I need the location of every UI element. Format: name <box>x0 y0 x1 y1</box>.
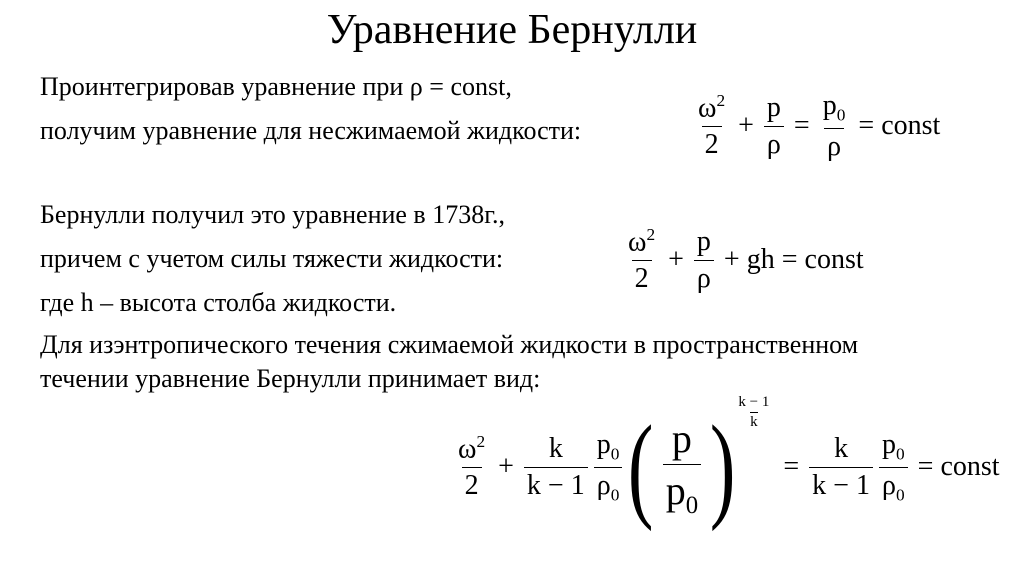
equals-sign: = <box>858 110 875 142</box>
left-paren: ( <box>628 401 654 532</box>
text-line-1: Проинтегрировав уравнение при ρ = const, <box>40 72 512 101</box>
equation-gravity <box>622 225 864 295</box>
text-line-6: Для изэнтропического течения сжимаемой жидкости в пространственном <box>40 330 859 359</box>
text-line-4: причем с учетом силы тяжести жидкости: <box>40 244 504 273</box>
const-label: const <box>940 451 1000 482</box>
plus-sign: + <box>723 244 740 276</box>
frac-p-over-rho: $\frac{p}{\rho}$ <box>694 226 714 295</box>
power-group <box>625 394 770 532</box>
frac-omega-sq-over-2: $\frac{\omega^2}{2}$ <box>628 225 656 295</box>
plus-sign: + <box>668 244 684 276</box>
plus-sign: + <box>738 110 754 142</box>
frac-k-over-k-minus-1: $\frac{k}{k - 1}$ <box>809 433 873 502</box>
right-paren: ) <box>709 401 736 532</box>
frac-p-over-rho: $\frac{p}{\rho}$ <box>764 92 784 161</box>
text-line-7: течении уравнение Бернулли принимает вид: <box>40 364 541 393</box>
const-label: const <box>881 110 941 142</box>
text-line-5: где h – высота столба жидкости. <box>40 288 397 317</box>
frac-p0-over-rho0: $\frac{p_0}{\rho_0}$ <box>879 429 908 505</box>
equals-sign: = <box>917 451 934 482</box>
frac-omega-sq-over-2: $\frac{\omega^2}{2}$ <box>458 431 486 502</box>
text-line-3: Бернулли получил это уравнение в 1738г., <box>40 200 505 229</box>
equals-sign: = <box>783 451 800 482</box>
text-line-2: получим уравнение для несжимаемой жидкости: <box>40 116 582 145</box>
frac-omega-sq-over-2: $\frac{\omega^2}{2}$ <box>698 91 726 161</box>
const-label: const <box>804 244 864 276</box>
equation-compressible <box>452 394 1000 532</box>
page-title: Уравнение Бернулли <box>326 7 698 53</box>
frac-p0-over-rho0: $\frac{p_0}{\rho_0}$ <box>594 429 623 505</box>
frac-p0-over-rho: $\frac{p_0}{\rho}$ <box>822 90 846 162</box>
equals-sign: = <box>793 110 810 142</box>
frac-k-over-k-minus-1: $\frac{k}{k - 1}$ <box>524 433 588 502</box>
equation-incompressible <box>692 90 940 163</box>
gh-term: gh <box>746 244 775 276</box>
plus-sign: + <box>498 451 514 482</box>
frac-p-over-p0: $\frac{p}{p_0}$ <box>663 415 701 520</box>
exponent-frac: $\frac{k - 1}{k}$ <box>738 394 770 430</box>
equals-sign: = <box>781 244 798 276</box>
